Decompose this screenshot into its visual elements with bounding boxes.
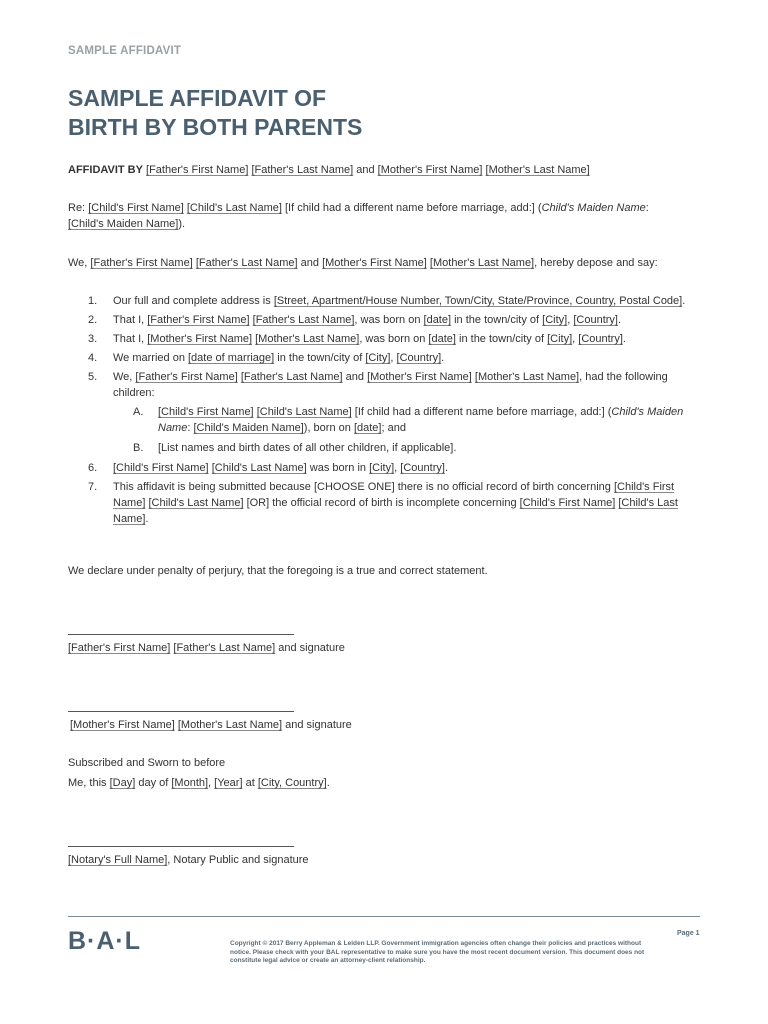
- field-mother-last-name: [Mother's Last Name]: [485, 164, 590, 176]
- field-father-first-name: [Father's First Name]: [135, 371, 238, 383]
- field-country: [Country]: [400, 462, 445, 474]
- copyright-notice: Copyright © 2017 Berry Appleman & Leiden LLP. Government immigration agencies often change their policies and practices without notice. Please check with your BAL representative to make sure you have the most recent document version. This document does not constitute legal advice or create an attorney-client relationship.: [230, 940, 645, 964]
- affidavit-by-line: [68, 162, 590, 178]
- list-item: 7. This affidavit is being submitted because [CHOOSE ONE] there is no official record of birth concerning [Child's First Name] [Child's Last Name] [OR] the official record of birth is incomplete concerning [Child's First Name] [Child's Last Name].: [88, 481, 678, 525]
- field-father-first-name: [Father's First Name]: [90, 257, 193, 269]
- item-text: , was born on: [354, 314, 421, 326]
- field-mother-last-name: [Mother's Last Name]: [429, 257, 535, 269]
- list-item: 2. That I, [Father's First Name] [Father's Last Name], was born on [date] in the town/city of [City], [Country].: [88, 314, 622, 326]
- item-text: [OR] the official record of birth is incomplete concerning: [246, 497, 517, 509]
- sworn-line-2: Me, this [Day] day of [Month], [Year] at [City, Country].: [68, 777, 330, 789]
- item-number: 4.: [88, 352, 98, 364]
- sworn-text: day of: [138, 777, 169, 789]
- field-mother-first-name: [Mother's First Name]: [377, 164, 483, 176]
- list-item: [68, 369, 700, 456]
- field-father-first-name: [Father's First Name]: [68, 642, 171, 654]
- document-header-label: SAMPLE AFFIDAVIT: [68, 45, 182, 57]
- field-mother-first-name: [Mother's First Name]: [322, 257, 427, 269]
- sworn-text: at: [245, 777, 255, 789]
- field-mother-last-name: [Mother's Last Name]: [255, 333, 360, 345]
- item-text: That I,: [113, 333, 145, 345]
- field-mother-first-name: [Mother's First Name]: [70, 719, 175, 731]
- field-father-last-name: [Father's Last Name]: [195, 257, 298, 269]
- father-signature-line: [68, 634, 294, 635]
- re-prefix: Re:: [68, 202, 86, 214]
- notary-signature-line: [68, 846, 294, 847]
- field-date: [date]: [353, 422, 382, 434]
- list-item: 4. We married on [date of marriage] in the town/city of [City], [Country].: [88, 352, 445, 364]
- field-child-last-name: [Child's Last Name]: [113, 497, 678, 525]
- field-father-last-name: [Father's Last Name]: [251, 164, 354, 176]
- field-child-maiden-name: [Child's Maiden Name]: [193, 422, 304, 434]
- re-condition: [If child had a different name before marriage, add:] (: [284, 202, 542, 214]
- item-text: was born in: [309, 462, 367, 474]
- item-text: Our full and complete address is: [113, 295, 271, 307]
- field-child-last-name: [Child's Last Name]: [211, 462, 307, 474]
- document-title: [68, 84, 362, 142]
- conjunction: and: [356, 164, 375, 176]
- field-child-first-name: [Child's First Name]: [88, 202, 184, 214]
- item-text: ), born on: [303, 422, 351, 434]
- signature-suffix: and signature: [278, 642, 345, 654]
- field-mother-first-name: [Mother's First Name]: [367, 371, 472, 383]
- field-month: [Month]: [171, 777, 209, 789]
- declaration-statement: We declare under penalty of perjury, that the foregoing is a true and correct statement.: [68, 565, 488, 577]
- field-city-country: [City, Country]: [257, 777, 327, 789]
- field-child-first-name: [Child's First Name]: [158, 406, 254, 418]
- colon: :: [645, 202, 649, 214]
- field-country: [Country]: [578, 333, 623, 345]
- field-date-of-marriage: [date of marriage]: [188, 352, 275, 364]
- father-signature-caption: [68, 640, 345, 656]
- affidavit-by-lead: AFFIDAVIT BY: [68, 164, 143, 176]
- item-text: , was born on: [359, 333, 426, 345]
- field-mother-last-name: [Mother's Last Name]: [474, 371, 580, 383]
- notary-suffix: , Notary Public and signature: [167, 854, 309, 866]
- conjunction: and: [300, 257, 319, 269]
- field-child-first-name: [Child's First Name]: [113, 462, 209, 474]
- page-number: Page 1: [677, 930, 700, 937]
- we-depose-line: [68, 255, 708, 271]
- sub-item-letter: B.: [133, 442, 144, 454]
- item-number: 1.: [88, 295, 98, 307]
- field-date: [date]: [428, 333, 456, 345]
- field-address: [Street, Apartment/House Number, Town/City, State/Province, Country, Postal Code]: [273, 295, 683, 307]
- field-mother-last-name: [Mother's Last Name]: [177, 719, 283, 731]
- field-father-last-name: [Father's Last Name]: [173, 642, 276, 654]
- field-day: [Day]: [109, 777, 136, 789]
- item-text: [List names and birth dates of all other children, if applicable].: [158, 442, 457, 454]
- field-city: [City]: [365, 352, 391, 364]
- item-text: ; and: [381, 422, 406, 434]
- mother-signature-caption: [70, 717, 352, 733]
- field-child-maiden-name: [Child's Maiden Name]: [68, 218, 179, 230]
- we-suffix: , hereby depose and say:: [534, 257, 658, 269]
- conjunction: and: [345, 371, 364, 383]
- field-year: [Year]: [214, 777, 243, 789]
- item-text: in the town/city of: [277, 352, 363, 364]
- sworn-line-1: Subscribed and Sworn to before: [68, 757, 226, 769]
- field-notary-full-name: [Notary's Full Name]: [68, 854, 168, 866]
- item-text: , had the following children:: [113, 371, 668, 399]
- field-child-last-name: [Child's Last Name]: [186, 202, 282, 214]
- we-prefix: We,: [68, 257, 88, 269]
- field-child-last-name: [Child's Last Name]: [256, 406, 352, 418]
- signature-suffix: and signature: [285, 719, 352, 731]
- item-text: This affidavit is being submitted because [CHOOSE ONE] there is no official record of birth concerning: [113, 481, 611, 493]
- re-close: ).: [178, 218, 186, 230]
- colon: :: [187, 422, 191, 434]
- item-number: 5.: [88, 371, 98, 383]
- list-item: 6. [Child's First Name] [Child's Last Name] was born in [City], [Country].: [88, 462, 448, 474]
- children-sublist: [113, 404, 700, 456]
- footer-divider: [68, 916, 700, 917]
- mother-signature-line: [68, 711, 294, 712]
- sub-list-item: [113, 440, 700, 456]
- item-number: 2.: [88, 314, 98, 326]
- sub-item-letter: A.: [133, 406, 144, 418]
- field-city: [City]: [547, 333, 573, 345]
- item-text: We,: [113, 371, 133, 383]
- list-item: 1. Our full and complete address is [Street, Apartment/House Number, Town/City, State/Province, Country, Postal Code].: [88, 295, 686, 307]
- item-text: We married on: [113, 352, 185, 364]
- item-number: 7.: [88, 481, 98, 493]
- field-city: [City]: [542, 314, 568, 326]
- field-father-last-name: [Father's Last Name]: [240, 371, 343, 383]
- field-date: [date]: [423, 314, 452, 326]
- field-father-first-name: [Father's First Name]: [146, 164, 249, 176]
- sworn-text: Me, this: [68, 777, 107, 789]
- numbered-statements: [68, 293, 700, 530]
- title-line-1: SAMPLE AFFIDAVIT OF: [68, 85, 327, 111]
- field-child-first-name: [Child's First Name]: [113, 481, 675, 509]
- field-country: [Country]: [573, 314, 618, 326]
- re-line: [68, 200, 668, 232]
- item-text: That I,: [113, 314, 145, 326]
- maiden-label: Child's Maiden Name: [541, 202, 646, 214]
- field-child-last-name: [Child's Last Name]: [148, 497, 244, 509]
- field-city: [City]: [369, 462, 395, 474]
- notary-signature-caption: [68, 852, 309, 868]
- sub-list-item: [113, 404, 700, 436]
- title-line-2: BIRTH BY BOTH PARENTS: [68, 114, 363, 140]
- list-item: 3. That I, [Mother's First Name] [Mother's Last Name], was born on [date] in the town/city of [City], [Country].: [88, 333, 626, 345]
- item-text: in the town/city of: [454, 314, 540, 326]
- bal-logo: B·A·L: [68, 927, 142, 955]
- field-child-first-name: [Child's First Name]: [519, 497, 616, 509]
- item-text: in the town/city of: [459, 333, 545, 345]
- maiden-label: Child's Maiden Name: [158, 406, 684, 434]
- item-number: 6.: [88, 462, 98, 474]
- field-country: [Country]: [396, 352, 442, 364]
- field-mother-first-name: [Mother's First Name]: [147, 333, 253, 345]
- item-number: 3.: [88, 333, 98, 345]
- field-father-last-name: [Father's Last Name]: [252, 314, 355, 326]
- item-text: [If child had a different name before marriage, add:] (: [354, 406, 612, 418]
- field-father-first-name: [Father's First Name]: [147, 314, 250, 326]
